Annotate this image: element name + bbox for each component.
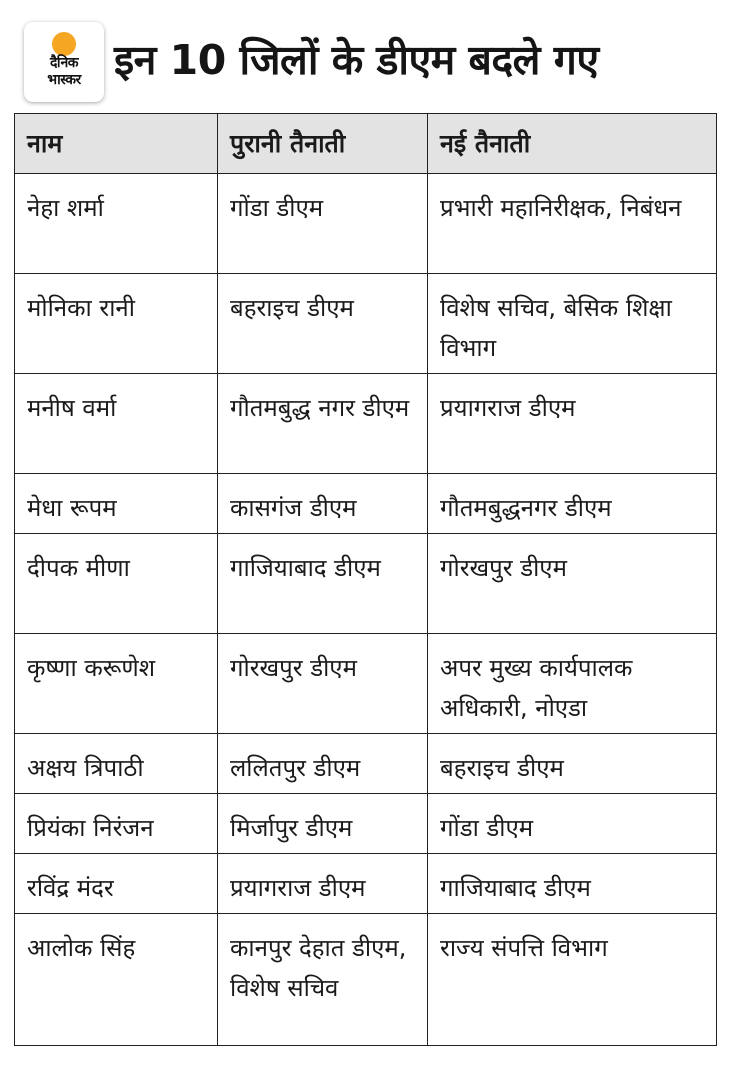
cell-new-posting: राज्य संपत्ति विभाग <box>428 914 717 1046</box>
cell-new-posting: प्रयागराज डीएम <box>428 374 717 474</box>
cell-new-posting: विशेष सचिव, बेसिक शिक्षा विभाग <box>428 274 717 374</box>
page-title: इन 10 जिलों के डीएम बदले गए <box>114 36 599 84</box>
table-row <box>15 374 717 474</box>
cell-new-posting: बहराइच डीएम <box>428 734 717 794</box>
cell-name: आलोक सिंह <box>15 914 218 1046</box>
table-row <box>15 794 717 854</box>
cell-name: प्रियंका निरंजन <box>15 794 218 854</box>
cell-name: मेधा रूपम <box>15 474 218 534</box>
table-header-row <box>15 114 717 174</box>
cell-new-posting: अपर मुख्य कार्यपालक अधिकारी, नोएडा <box>428 634 717 734</box>
cell-name: रविंद्र मंदर <box>15 854 218 914</box>
cell-old-posting: कानपुर देहात डीएम, विशेष सचिव <box>218 914 428 1046</box>
table-row <box>15 914 717 1046</box>
cell-name: अक्षय त्रिपाठी <box>15 734 218 794</box>
cell-old-posting: प्रयागराज डीएम <box>218 854 428 914</box>
cell-name: मोनिका रानी <box>15 274 218 374</box>
cell-new-posting: गोरखपुर डीएम <box>428 534 717 634</box>
table-row <box>15 274 717 374</box>
cell-new-posting: गोंडा डीएम <box>428 794 717 854</box>
cell-old-posting: ललितपुर डीएम <box>218 734 428 794</box>
cell-old-posting: गोंडा डीएम <box>218 174 428 274</box>
cell-old-posting: गौतमबुद्ध नगर डीएम <box>218 374 428 474</box>
table-row <box>15 854 717 914</box>
logo-text-line2: भास्कर <box>47 72 81 88</box>
sun-icon <box>52 32 76 56</box>
cell-name: कृष्णा करूणेश <box>15 634 218 734</box>
logo-text-line1: दैनिक <box>49 55 79 71</box>
cell-old-posting: मिर्जापुर डीएम <box>218 794 428 854</box>
table-row <box>15 474 717 534</box>
cell-new-posting: गाजियाबाद डीएम <box>428 854 717 914</box>
cell-old-posting: गोरखपुर डीएम <box>218 634 428 734</box>
column-header-old-posting: पुरानी तैनाती <box>218 114 428 174</box>
column-header-new-posting: नई तैनाती <box>428 114 717 174</box>
dainik-bhaskar-logo <box>24 22 104 102</box>
header <box>0 0 730 112</box>
cell-old-posting: कासगंज डीएम <box>218 474 428 534</box>
cell-name: मनीष वर्मा <box>15 374 218 474</box>
table-row <box>15 534 717 634</box>
cell-old-posting: गाजियाबाद डीएम <box>218 534 428 634</box>
table-row <box>15 734 717 794</box>
cell-new-posting: प्रभारी महानिरीक्षक, निबंधन <box>428 174 717 274</box>
cell-new-posting: गौतमबुद्धनगर डीएम <box>428 474 717 534</box>
transfer-table <box>14 113 717 1046</box>
cell-old-posting: बहराइच डीएम <box>218 274 428 374</box>
cell-name: नेहा शर्मा <box>15 174 218 274</box>
column-header-name: नाम <box>15 114 218 174</box>
table-row <box>15 174 717 274</box>
table-row <box>15 634 717 734</box>
cell-name: दीपक मीणा <box>15 534 218 634</box>
